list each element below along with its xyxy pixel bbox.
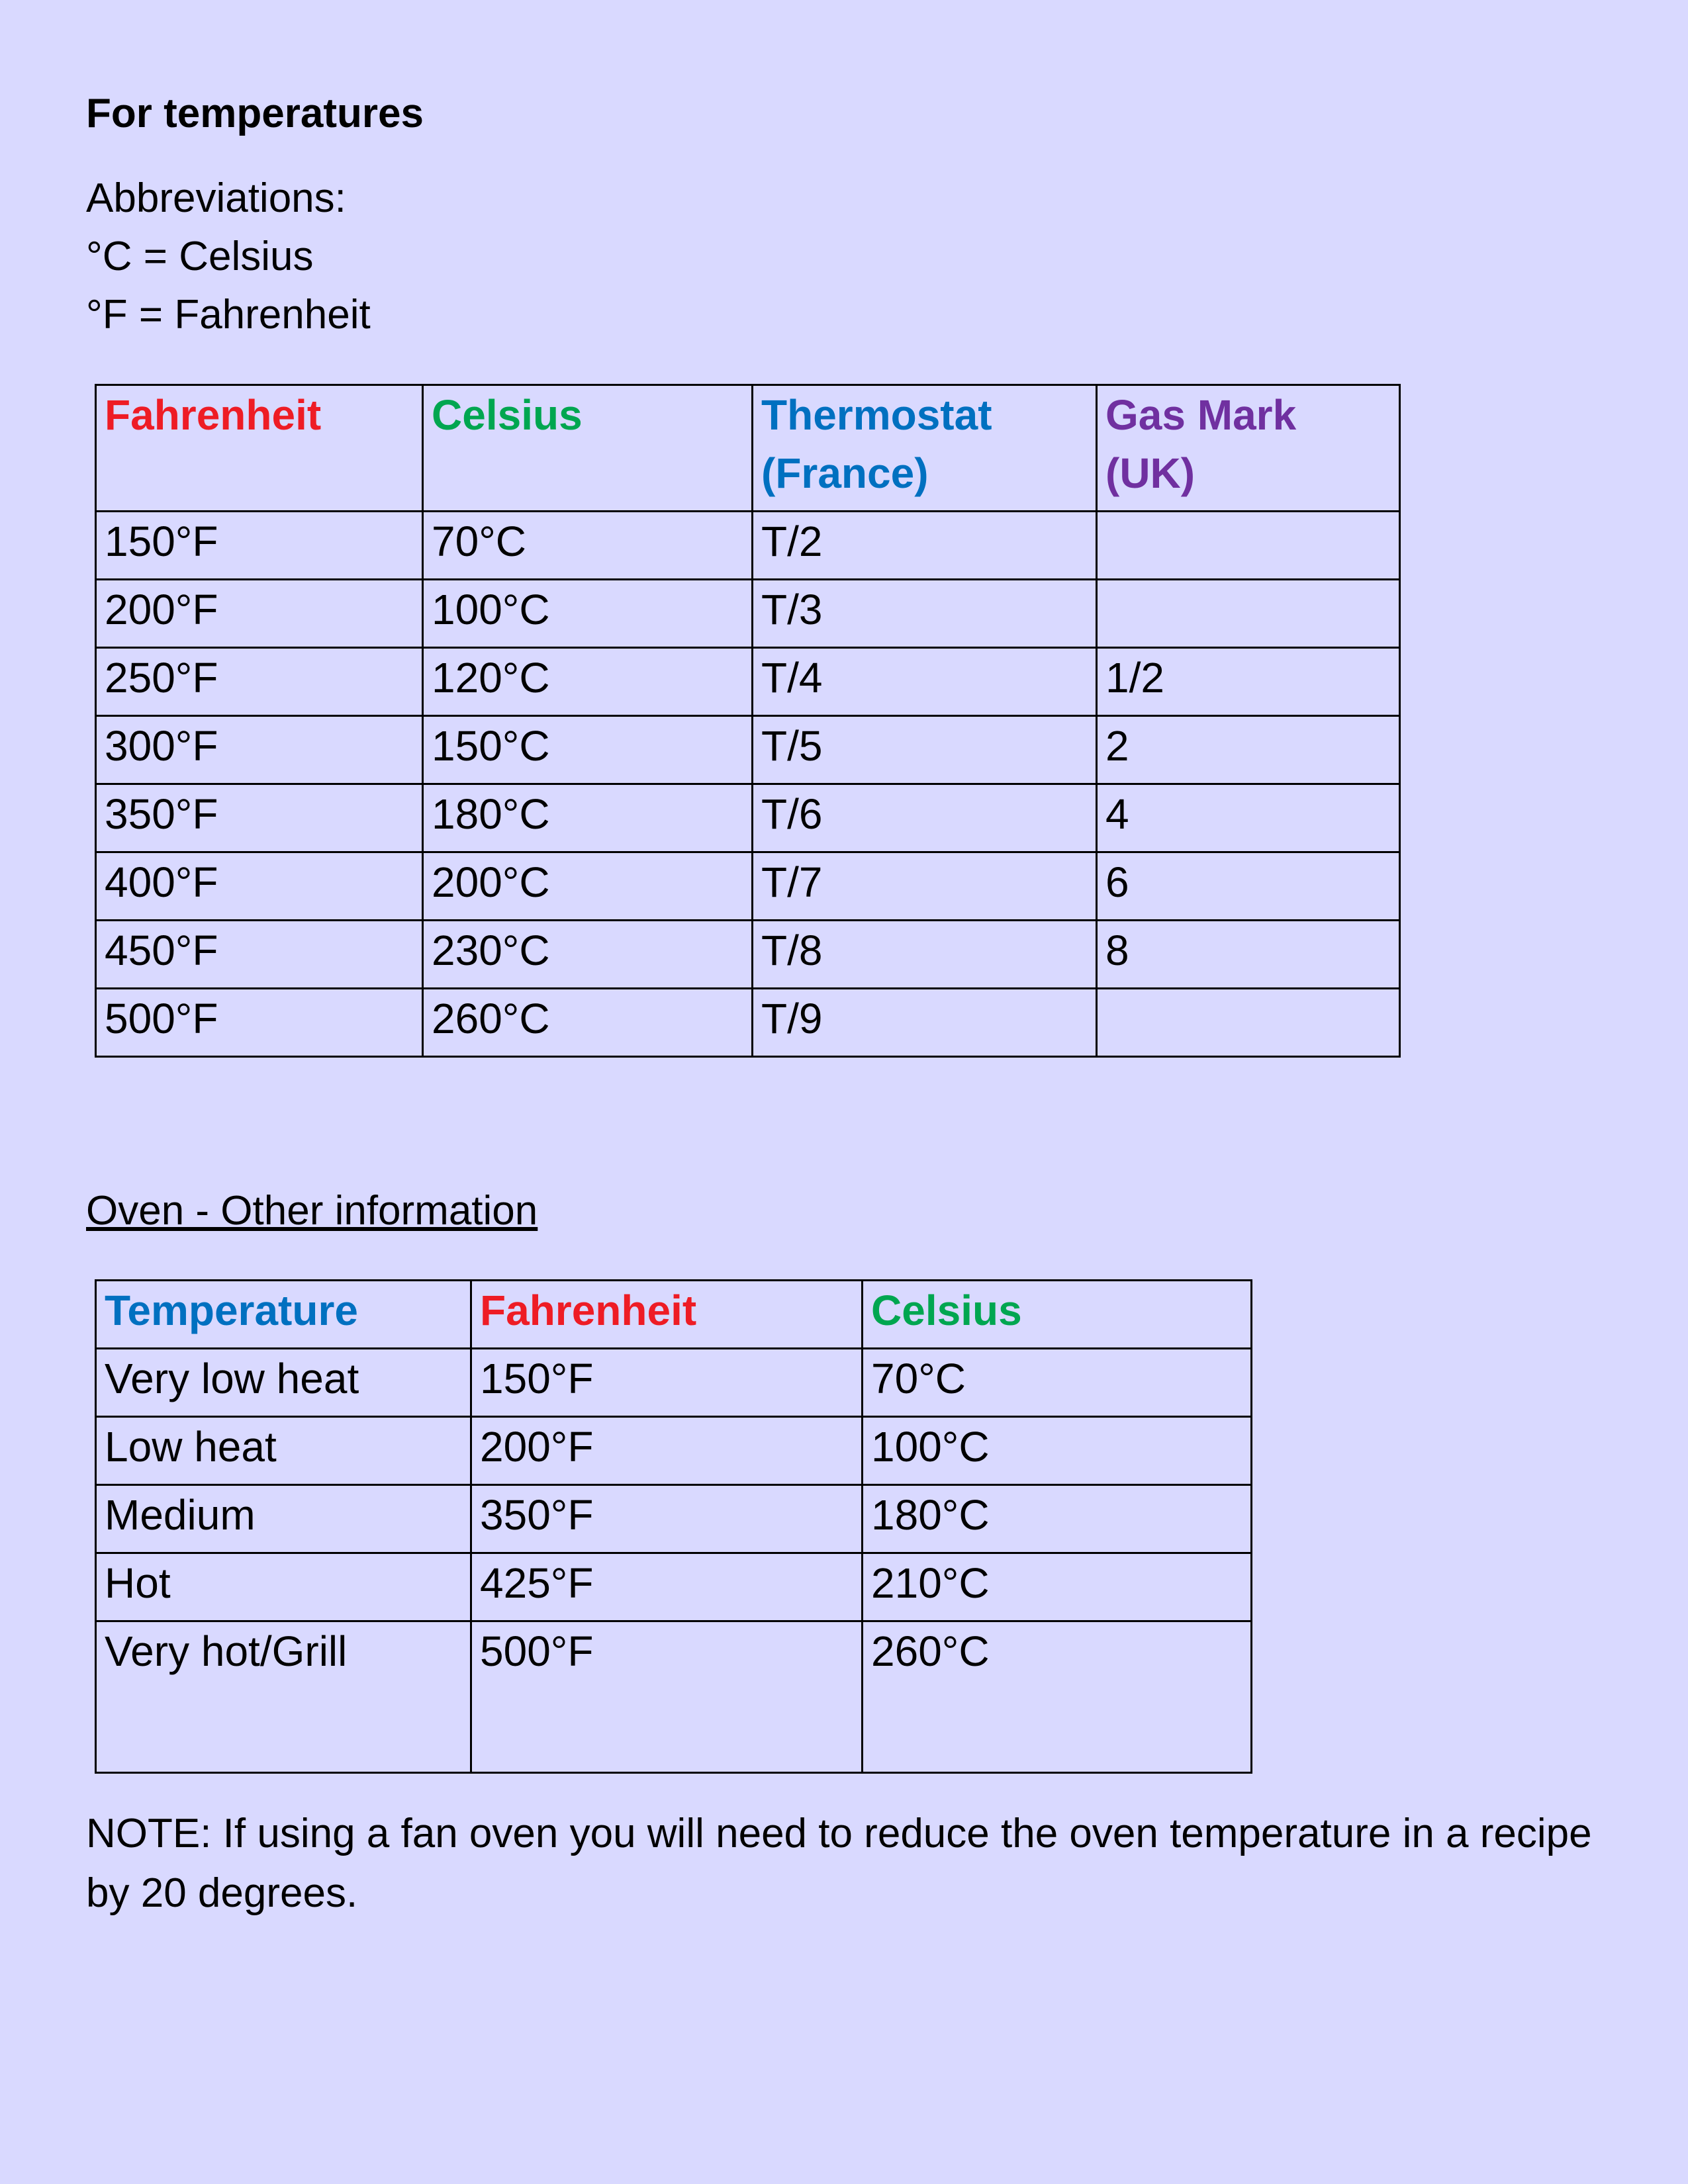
table-row: [96, 648, 1400, 716]
table-row: [96, 1485, 1252, 1553]
table-cell: 350°F: [471, 1485, 863, 1553]
table-cell: 260°C: [863, 1621, 1252, 1773]
table-row: [96, 1417, 1252, 1485]
table-cell: 150°F: [471, 1349, 863, 1417]
table-cell: 500°F: [96, 989, 423, 1057]
table-cell: Very low heat: [96, 1349, 471, 1417]
table-cell: 450°F: [96, 921, 423, 989]
table-cell: 150°C: [423, 716, 753, 784]
table-cell: T/2: [753, 512, 1097, 580]
table-cell: 200°F: [96, 580, 423, 648]
table-row: [96, 1553, 1252, 1621]
oven-info-table: [95, 1279, 1252, 1774]
fan-oven-note: NOTE: If using a fan oven you will need to reduce the oven temperature in a recipe by 20 degrees.: [86, 1811, 1592, 1916]
table-cell: Medium: [96, 1485, 471, 1553]
temperature-conversion-table: [95, 384, 1401, 1058]
table-cell: Hot: [96, 1553, 471, 1621]
table-cell: 200°F: [471, 1417, 863, 1485]
page-title: For temperatures: [86, 91, 424, 136]
table-cell: T/6: [753, 784, 1097, 852]
table-cell: 230°C: [423, 921, 753, 989]
table-row: [96, 989, 1400, 1057]
table-cell: Low heat: [96, 1417, 471, 1485]
table-cell: 4: [1097, 784, 1400, 852]
header-fahrenheit: Fahrenheit: [96, 385, 423, 512]
table-cell: 1/2: [1097, 648, 1400, 716]
table-cell: T/9: [753, 989, 1097, 1057]
table-cell: 6: [1097, 852, 1400, 921]
table-row: [96, 784, 1400, 852]
table-cell: 400°F: [96, 852, 423, 921]
table-cell: T/3: [753, 580, 1097, 648]
table-cell: T/5: [753, 716, 1097, 784]
header-temperature: Temperature: [96, 1281, 471, 1349]
table-cell: 70°C: [423, 512, 753, 580]
table-cell: 70°C: [863, 1349, 1252, 1417]
table-cell: [1097, 989, 1400, 1057]
header-celsius: Celsius: [423, 385, 753, 512]
table-row: [96, 580, 1400, 648]
table-cell: 500°F: [471, 1621, 863, 1773]
table-cell: T/4: [753, 648, 1097, 716]
table-cell: 100°C: [423, 580, 753, 648]
table-cell: 425°F: [471, 1553, 863, 1621]
table-row: [96, 1621, 1252, 1773]
table-cell: 200°C: [423, 852, 753, 921]
table-row: [96, 1349, 1252, 1417]
table-cell: 350°F: [96, 784, 423, 852]
table-cell: 150°F: [96, 512, 423, 580]
table-cell: Very hot/Grill: [96, 1621, 471, 1773]
table-cell: 100°C: [863, 1417, 1252, 1485]
header-fahrenheit: Fahrenheit: [471, 1281, 863, 1349]
table-cell: T/7: [753, 852, 1097, 921]
table-row: [96, 852, 1400, 921]
table-cell: 2: [1097, 716, 1400, 784]
table-cell: 210°C: [863, 1553, 1252, 1621]
table-cell: [1097, 580, 1400, 648]
table-row: [96, 716, 1400, 784]
table-cell: 180°C: [423, 784, 753, 852]
table-cell: 260°C: [423, 989, 753, 1057]
abbreviation-fahrenheit: °F = Fahrenheit: [86, 292, 371, 338]
table-row: [96, 921, 1400, 989]
table-row: [96, 512, 1400, 580]
table-cell: 120°C: [423, 648, 753, 716]
table-cell: 300°F: [96, 716, 423, 784]
table-cell: [1097, 512, 1400, 580]
table-header-row: [96, 385, 1400, 512]
abbreviations-block: [86, 169, 371, 344]
table-cell: 8: [1097, 921, 1400, 989]
abbreviation-celsius: °C = Celsius: [86, 234, 314, 279]
oven-section-title: Oven - Other information: [86, 1188, 538, 1234]
table-header-row: [96, 1281, 1252, 1349]
table-cell: 180°C: [863, 1485, 1252, 1553]
abbreviations-heading: Abbreviations:: [86, 175, 346, 221]
header-celsius: Celsius: [863, 1281, 1252, 1349]
table-cell: T/8: [753, 921, 1097, 989]
table-cell: 250°F: [96, 648, 423, 716]
header-thermostat: Thermostat (France): [753, 385, 1097, 512]
header-gas-mark: Gas Mark (UK): [1097, 385, 1400, 512]
